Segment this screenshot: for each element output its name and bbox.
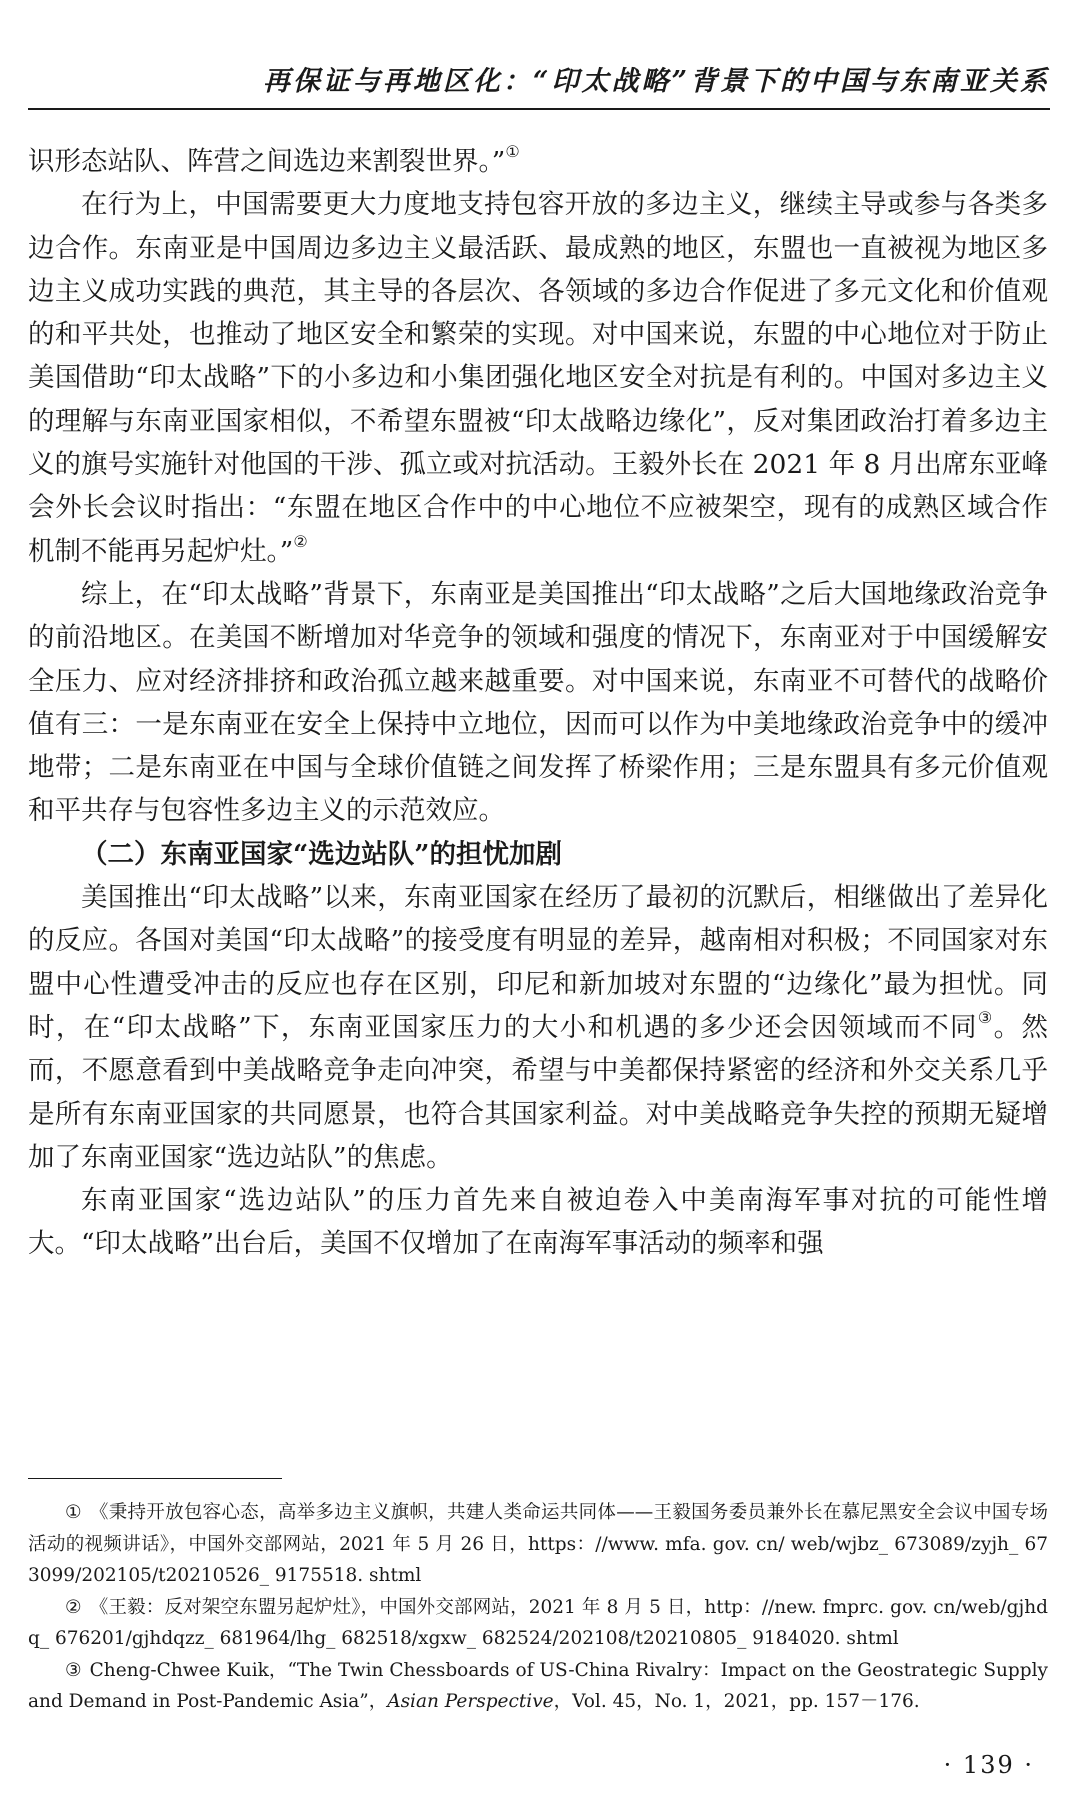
footnote-ref-1[interactable]: ① <box>505 142 520 161</box>
paragraph-3: 综上，在“印太战略”背景下，东南亚是美国推出“印太战略”之后大国地缘政治竞争的前沿地区。在美国不断增加对华竞争的领域和强度的情况下，东南亚对于中国缓解安全压力、应对经济排挤和政治孤立越来越重要。对中国来说，东南亚不可替代的战略价值有三：一是东南亚在安全上保持中立地位，因而可以作为中美地缘政治竞争中的缓冲地带；二是东南亚在中国与全球价值链之间发挥了桥梁作用；三是东盟具有多元价值观和平共存与包容性多边主义的示范效应。 <box>28 578 1048 827</box>
footnote-mark: ① <box>65 1502 82 1523</box>
footnote-2: ② 《王毅：反对架空东盟另起炉灶》，中国外交部网站，2021 年 8 月 5 日，http：//new. fmprc. gov. cn/web/gjhdq_ 676201/gjhdqzz_ 681964/lhg_ 682518/xgxw_ 682524/202108/t20210805_ 9184020. shtml <box>28 1596 1048 1649</box>
footnote-rule <box>28 1478 282 1479</box>
footnote-3: ③ Cheng-Chwee Kuik，“The Twin Chessboards of US-China Rivalry：Impact on the Geostrategic Supply and Demand in Post-Pandemic Asia”，Asian Perspective，Vol. 45，No. 1，2021，pp. 157－176. <box>28 1659 1048 1712</box>
running-title: 再保证与再地区化：“印太战略”背景下的中国与东南亚关系 <box>262 66 1050 97</box>
footnote-mark: ② <box>65 1596 82 1618</box>
header-rule <box>28 108 1050 110</box>
paragraph-5: 东南亚国家“选边站队”的压力首先来自被迫卷入中美南海军事对抗的可能性增大。“印太战略”出台后，美国不仅增加了在南海军事活动的频率和强 <box>28 1185 1048 1260</box>
paragraph-2: 在行为上，中国需要更大力度地支持包容开放的多边主义，继续主导或参与各类多边合作。东南亚是中国周边多边主义最活跃、最成熟的地区，东盟也一直被视为地区多边主义成功实践的典范，其主导的各层次、各领域的多边合作促进了多元文化和价值观的和平共处，也推动了地区安全和繁荣的实现。对中国来说，东盟的中心地位对于防止美国借助“印太战略”下的小多边和小集团强化地区安全对抗是有利的。中国对多边主义的理解与东南亚国家相似，不希望东盟被“印太战略边缘化”，反对集团政治打着多边主义的旗号实施针对他国的干涉、孤立或对抗活动。王毅外长在 2021 年 8 月出席东亚峰会外长会议时指出：“东盟在地区合作中的中心地位不应被架空，现有的成熟区域合作机制不能再另起炉灶。”② <box>28 189 1048 567</box>
running-header <box>28 64 1050 100</box>
footnote-ref-3[interactable]: ③ <box>977 1007 994 1027</box>
footnote-mark: ③ <box>65 1659 82 1681</box>
footnotes <box>28 1497 1048 1718</box>
paragraph-1: 识形态站队、阵营之间选边来割裂世界。”① <box>28 142 520 177</box>
footnote-ref-2[interactable]: ② <box>293 531 308 551</box>
paragraph-4: 美国推出“印太战略”以来，东南亚国家在经历了最初的沉默后，相继做出了差异化的反应。各国对美国“印太战略”的接受度有明显的差异，越南相对积极；不同国家对东盟中心性遭受冲击的反应也存在区别，印尼和新加坡对东盟的“边缘化”最为担忧。同时，在“印太战略”下，东南亚国家压力的大小和机遇的多少还会因领域而不同③。然而，不愿意看到中美战略竞争走向冲突，希望与中美都保持紧密的经济和外交关系几乎是所有东南亚国家的共同愿景，也符合其国家利益。对中美战略竞争失控的预期无疑增加了东南亚国家“选边站队”的焦虑。 <box>28 882 1049 1173</box>
body-text <box>28 140 1048 1266</box>
page-number: · 139 · <box>943 1751 1034 1779</box>
journal-title: Asian Perspective <box>387 1691 554 1712</box>
footnote-1: ① 《秉持开放包容心态，高举多边主义旗帜，共建人类命运共同体——王毅国务委员兼外长在慕尼黑安全会议中国专场活动的视频讲话》，中国外交部网站，2021 年 5 月 26 日，https：//www. mfa. gov. cn/ web/wjbz_ 673089/zyjh_ 673099/202105/t20210526_ 9175518. shtml <box>28 1502 1048 1586</box>
section-heading: （二）东南亚国家“选边站队”的担忧加剧 <box>81 838 562 870</box>
